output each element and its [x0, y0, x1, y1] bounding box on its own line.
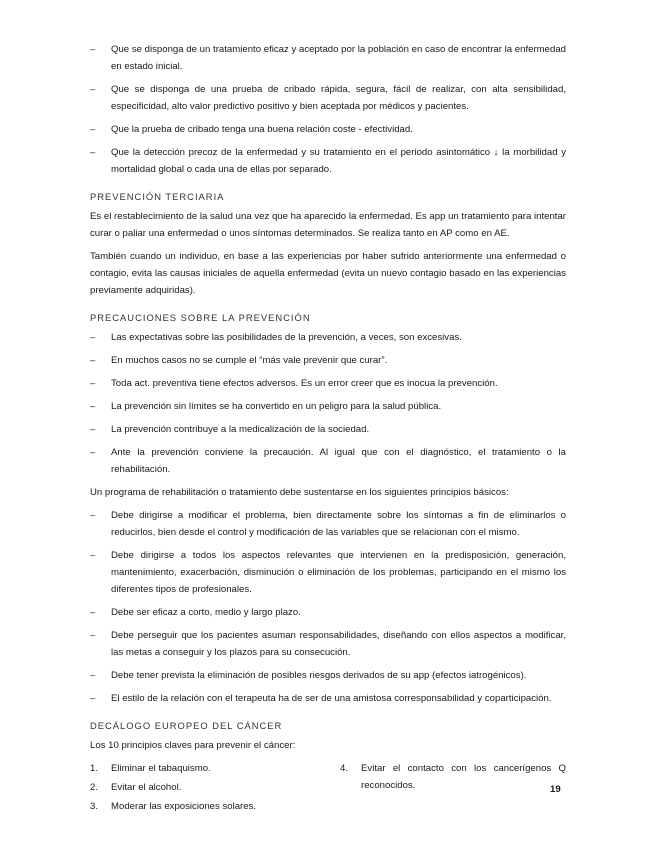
- paragraph: Los 10 principios claves para prevenir el cáncer:: [90, 740, 296, 751]
- list-item-text: La prevención sin límites se ha convertido en un peligro para la salud pública.: [111, 401, 442, 412]
- bullet-dash: –: [90, 670, 96, 681]
- bullet-dash: –: [90, 510, 96, 521]
- numbered-list-right: [340, 760, 566, 817]
- list-item: [90, 144, 566, 178]
- section-heading-terciaria: PREVENCIÓN TERCIARIA: [90, 191, 225, 202]
- section-heading-decalogo: DECÁLOGO EUROPEO DEL CÁNCER: [90, 720, 283, 731]
- item-text: Eliminar el tabaquismo.: [111, 763, 211, 774]
- numbered-item: [90, 779, 316, 796]
- list-item: [90, 421, 566, 438]
- list-item-text: Debe ser eficaz a corto, medio y largo plazo.: [111, 607, 301, 618]
- numbered-item: [90, 798, 316, 815]
- list-item: [90, 507, 566, 541]
- list-item-text: Las expectativas sobre las posibilidades de la prevención, a veces, son excesivas.: [111, 332, 462, 343]
- section-heading-precauciones: PRECAUCIONES SOBRE LA PREVENCIÓN: [90, 312, 311, 323]
- item-text: Evitar el alcohol.: [111, 782, 182, 793]
- list-item-text: En muchos casos no se cumple el “más vale prevenir que curar”.: [111, 355, 388, 366]
- list-item: [90, 627, 566, 661]
- list-item-text: Que la detección precoz de la enfermedad y su tratamiento en el periodo asintomático ↓ la morbilidad y mortalidad global o cada una de ellas por separado.: [111, 147, 566, 175]
- bullet-dash: –: [90, 332, 96, 343]
- list-item-text: Debe tener prevista la eliminación de posibles riesgos derivados de su app (efectos iatrogénicos).: [111, 670, 527, 681]
- list-item-text: Que la prueba de cribado tenga una buena relación coste - efectividad.: [111, 124, 413, 135]
- list-item-text: Toda act. preventiva tiene efectos adversos. Es un error creer que es inocua la prevención.: [111, 378, 498, 389]
- bullet-dash: –: [90, 84, 96, 95]
- bullet-dash: –: [90, 447, 96, 458]
- list-item: [90, 375, 566, 392]
- numbered-item: [340, 760, 566, 794]
- bullet-dash: –: [90, 124, 96, 135]
- numbered-item: [90, 760, 316, 777]
- list-item: [90, 398, 566, 415]
- bullet-dash: –: [90, 355, 96, 366]
- bullet-dash: –: [90, 550, 96, 561]
- list-item: [90, 690, 566, 707]
- item-text: Evitar el contacto con los cancerígenos Q reconocidos.: [361, 763, 566, 791]
- numbered-list-columns: [90, 760, 566, 817]
- item-text: Moderar las exposiciones solares.: [111, 801, 257, 812]
- list-item-text: Debe dirigirse a modificar el problema, bien directamente sobre los síntomas a fin de eliminarlos o reducirlos, bien desde el control y modificación de las variables que se relacionan con el mismo.: [111, 510, 566, 538]
- list-item: [90, 121, 566, 138]
- bullet-dash: –: [90, 147, 96, 158]
- paragraph: Es el restablecimiento de la salud una vez que ha aparecido la enfermedad. Es app un tratamiento para intentar curar o paliar una enfermedad o unos síntomas determinados. Se realiza tanto en AP como en AE.: [90, 211, 566, 239]
- list-item: [90, 444, 566, 478]
- list-item-text: La prevención contribuye a la medicalización de la sociedad.: [111, 424, 370, 435]
- list-item: [90, 547, 566, 598]
- list-item: [90, 41, 566, 75]
- list-item-text: Ante la prevención conviene la precaución. Al igual que con el diagnóstico, el tratamiento o la rehabilitación.: [111, 447, 566, 475]
- list-item-text: Debe dirigirse a todos los aspectos relevantes que intervienen en la predisposición, generación, mantenimiento, exacerbación, disminución o eliminación de los problemas, participando en el mismo los diferentes tipos de profesionales.: [111, 550, 566, 595]
- bullet-dash: –: [90, 44, 96, 55]
- item-number: 1.: [90, 763, 99, 774]
- bullet-dash: –: [90, 630, 96, 641]
- paragraph: También cuando un individuo, en base a las experiencias por haber sufrido anteriormente una enfermedad o contagio, evita las causas iniciales de aquella enfermedad (evita un nuevo contagio basado en las experiencias previamente adquiridas).: [90, 251, 566, 296]
- item-number: 3.: [90, 801, 99, 812]
- list-item: [90, 81, 566, 115]
- list-item: [90, 667, 566, 684]
- bullet-dash: –: [90, 401, 96, 412]
- list-item: [90, 352, 566, 369]
- list-item-text: Que se disponga de una prueba de cribado rápida, segura, fácil de realizar, con alta sensibilidad, especificidad, alto valor predictivo positivo y bien aceptada por médicos y pacientes.: [111, 84, 566, 112]
- list-item: [90, 329, 566, 346]
- document-page: [90, 41, 566, 817]
- bullet-dash: –: [90, 607, 96, 618]
- bullet-dash: –: [90, 424, 96, 435]
- page-number: 19: [550, 784, 561, 795]
- bullet-dash: –: [90, 693, 96, 704]
- list-item-text: Que se disponga de un tratamiento eficaz y aceptado por la población en caso de encontrar la enfermedad en estado inicial.: [111, 44, 566, 72]
- bullet-dash: –: [90, 378, 96, 389]
- numbered-list-left: [90, 760, 316, 817]
- item-number: 2.: [90, 782, 99, 793]
- list-item-text: Debe perseguir que los pacientes asuman responsabilidades, diseñando con ellos aspectos a modificar, las metas a conseguir y los plazos para su consecución.: [111, 630, 566, 658]
- paragraph: Un programa de rehabilitación o tratamiento debe sustentarse en los siguientes principios básicos:: [90, 487, 509, 498]
- item-number: 4.: [340, 763, 349, 774]
- list-item-text: El estilo de la relación con el terapeuta ha de ser de una amistosa corresponsabilidad y coparticipación.: [111, 693, 552, 704]
- list-item: [90, 604, 566, 621]
